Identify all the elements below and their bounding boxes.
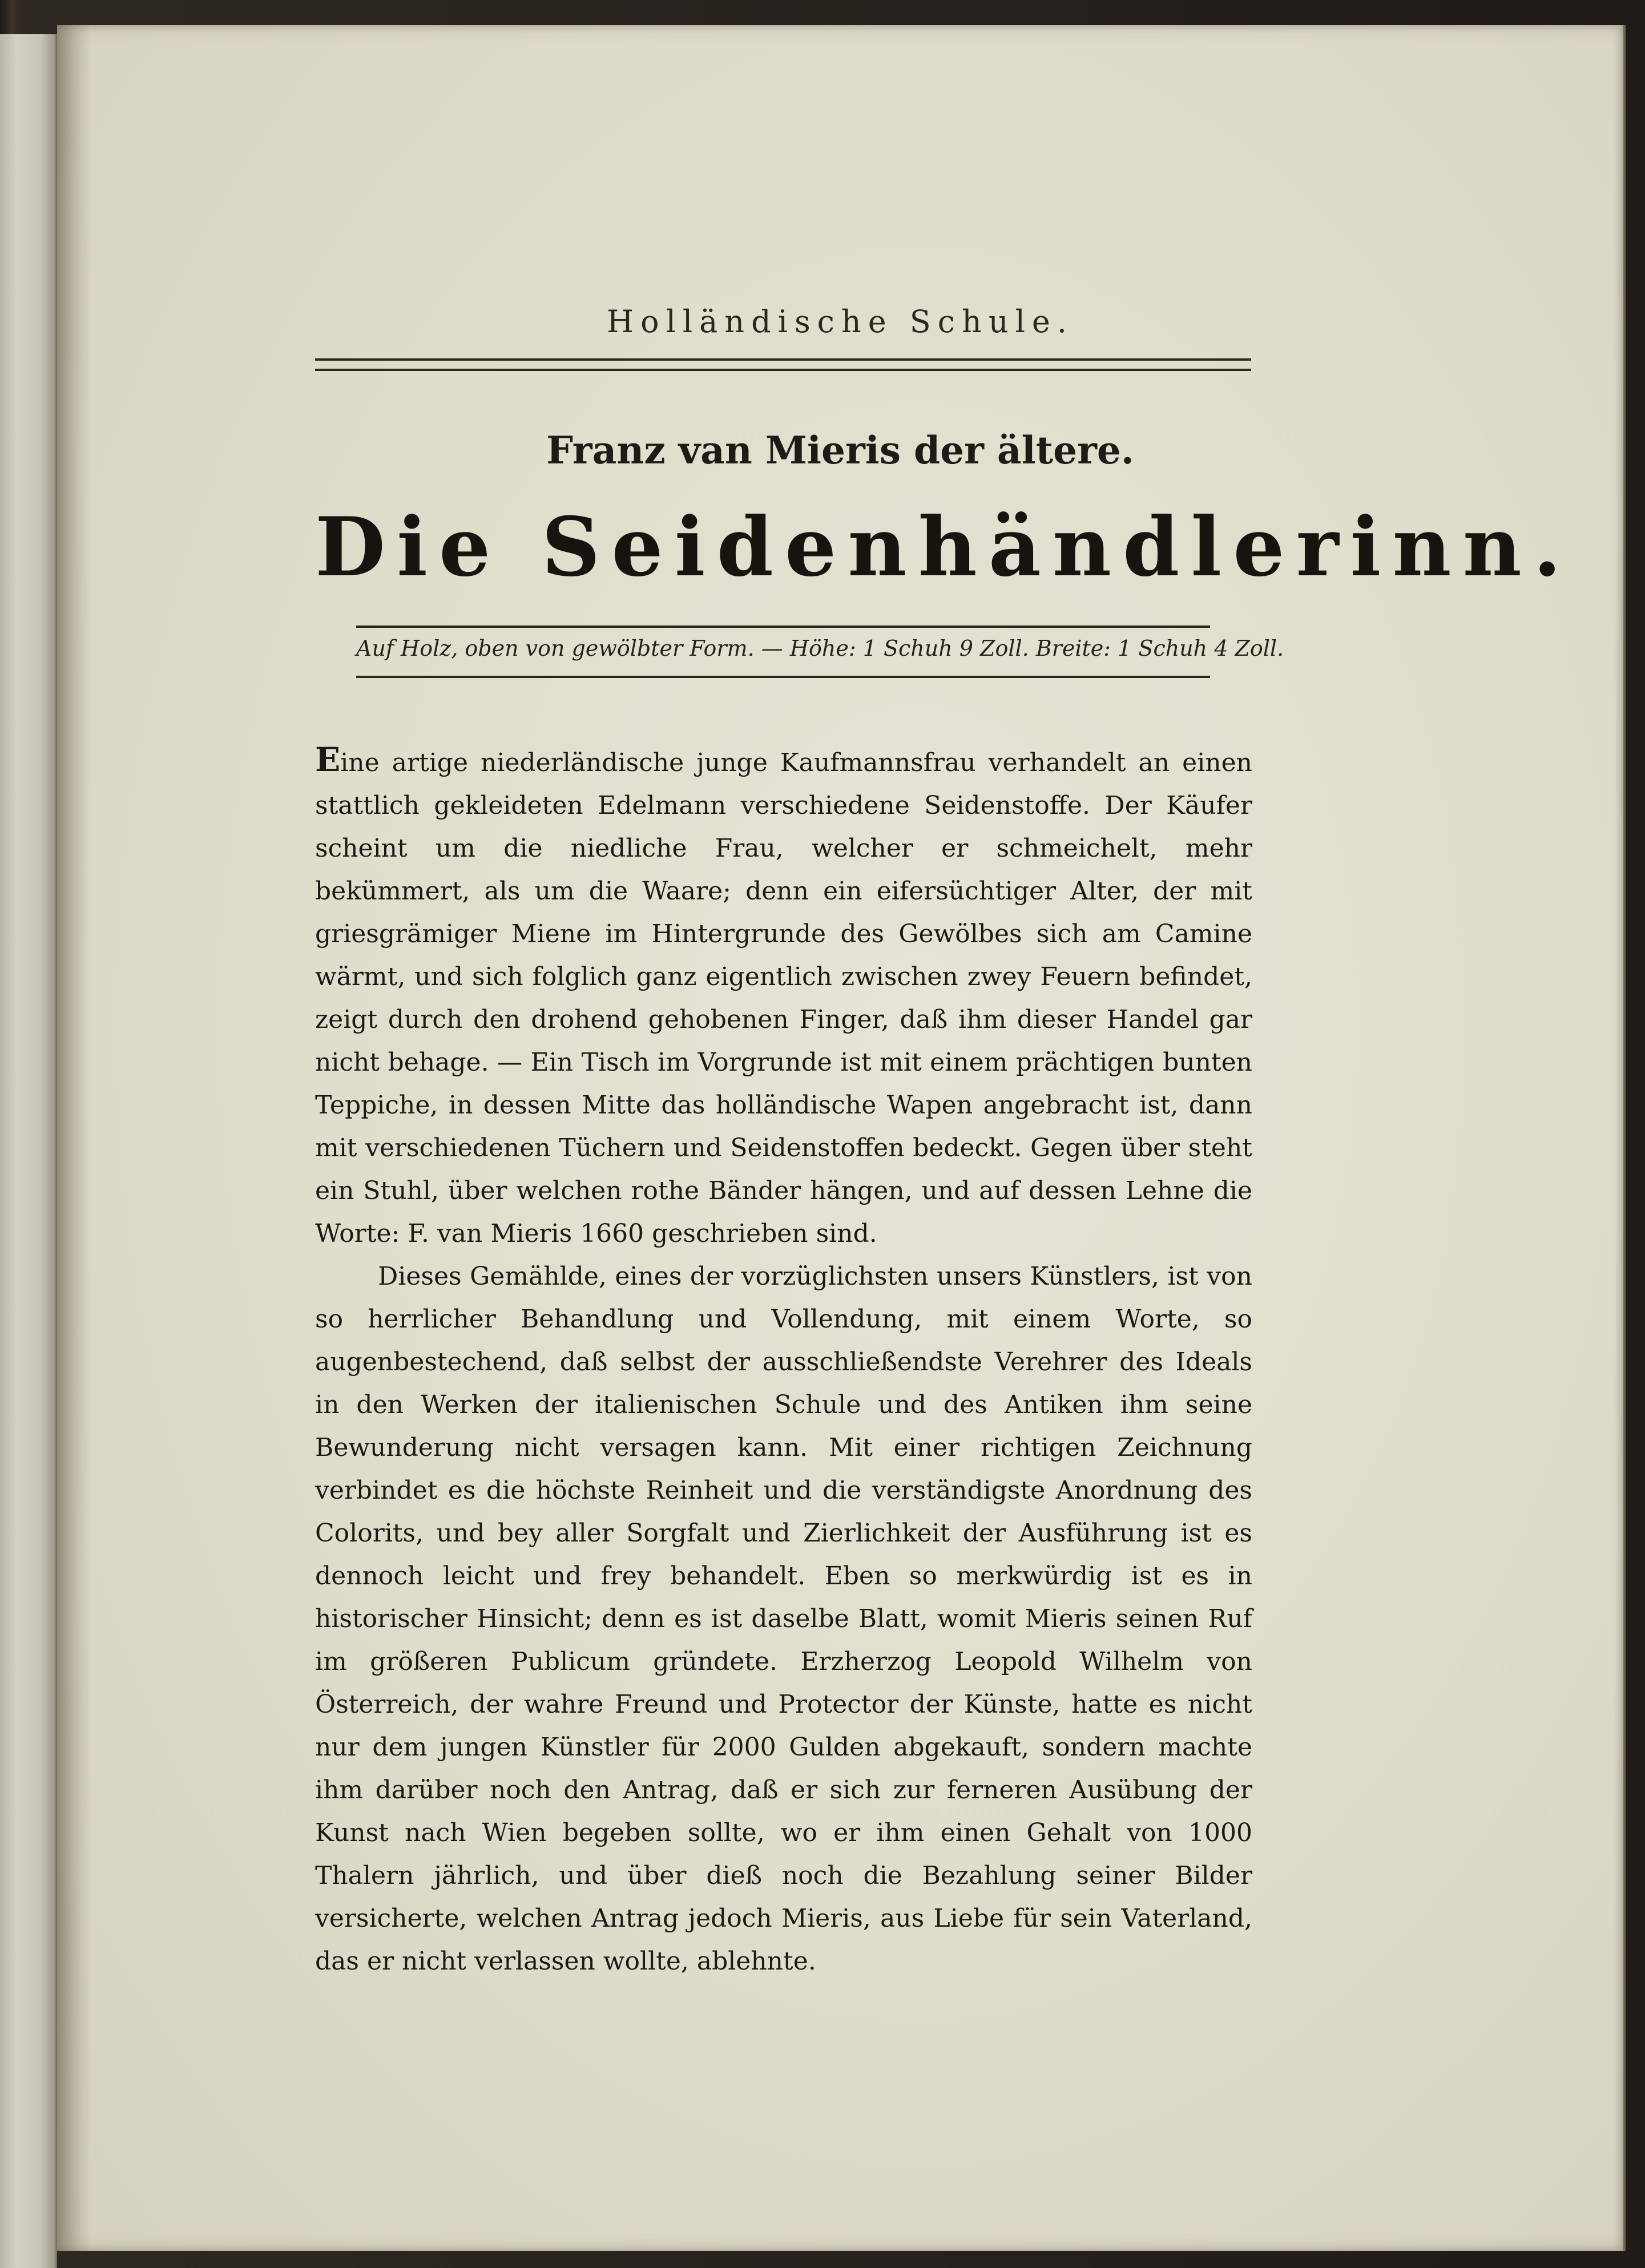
header-double-rule xyxy=(315,358,1251,371)
artist-name: Franz van Mieris der ältere. xyxy=(546,428,1134,473)
paragraph-1 xyxy=(315,738,1252,1255)
left-page-edge xyxy=(0,34,57,2268)
dimensions-line: Auf Holz, oben von gewölbter Form. — Höhe: 1 Schuh 9 Zoll. Breite: 1 Schuh 4 Zoll. xyxy=(356,636,1284,661)
dimensions-rule-top xyxy=(356,625,1210,628)
artwork-title: Die Seidenhändlerinn. xyxy=(315,500,1573,595)
school-heading: Holländische Schule. xyxy=(607,304,1074,340)
paragraph-2: Dieses Gemählde, eines der vorzüglichsten unsers Künstlers, ist von so herrlicher Behandlung und Vollendung, mit einem Worte, so augenbestechend, daß selbst der ausschließendste Verehrer des Ideals in den Werken der italienischen Schule und des Antiken ihm seine Bewunderung nicht versagen kann. Mit einer richtigen Zeichnung verbindet es die höchste Reinheit und die verständigste Anordnung des Colorits, und bey aller Sorgfalt und Zierlichkeit der Ausführung ist es dennoch leicht und frey behandelt. Eben so merkwürdig ist es in historischer Hinsicht; denn es ist daselbe Blatt, womit Mieris seinen Ruf im größeren Publicum gründete. Erzherzog Leopold Wilhelm von Österreich, der wahre Freund und Protector der Künste, hatte es nicht nur dem jungen Künstler für 2000 Gulden abgekauft, sondern machte ihm darüber noch den Antrag, daß er sich zur ferneren Ausübung der Kunst nach Wien begeben sollte, wo er ihm einen Gehalt von 1000 Thalern jährlich, und über dieß noch die Bezahlung seiner Bilder versicherte, welchen Antrag jedoch Mieris, aus Liebe für sein Vaterland, das er nicht verlassen wollte, ablehnte. xyxy=(315,1262,1252,1976)
paragraph-1-text: ine artige niederländische junge Kaufmannsfrau verhandelt an einen stattlich gekleideten Edelmann verschiedene Seidenstoffe. Der Käufer scheint um die niedliche Frau, welcher er schmeichelt, mehr bekümmert, als um die Waare; denn ein eifersüchtiger Alter, der mit griesgrämiger Miene im Hintergrunde des Gewölbes sich am Camine wärmt, und sich folglich ganz eigentlich zwischen zwey Feuern befindet, zeigt durch den drohend gehobenen Finger, daß ihm dieser Handel gar nicht behage. — Ein Tisch im Vorgrunde ist mit einem prächtigen bunten Teppiche, in dessen Mitte das holländische Wapen angebracht ist, dann mit verschiedenen Tüchern und Seidenstoffen bedeckt. Gegen über steht ein Stuhl, über welchen rothe Bänder hängen, und auf dessen Lehne die Worte: F. van Mieris 1660 geschrieben sind. xyxy=(315,748,1252,1248)
body-text xyxy=(315,738,1252,1983)
book-page xyxy=(57,25,1626,2251)
initial-letter: E xyxy=(315,740,341,779)
dimensions-rule-bottom xyxy=(356,676,1210,678)
